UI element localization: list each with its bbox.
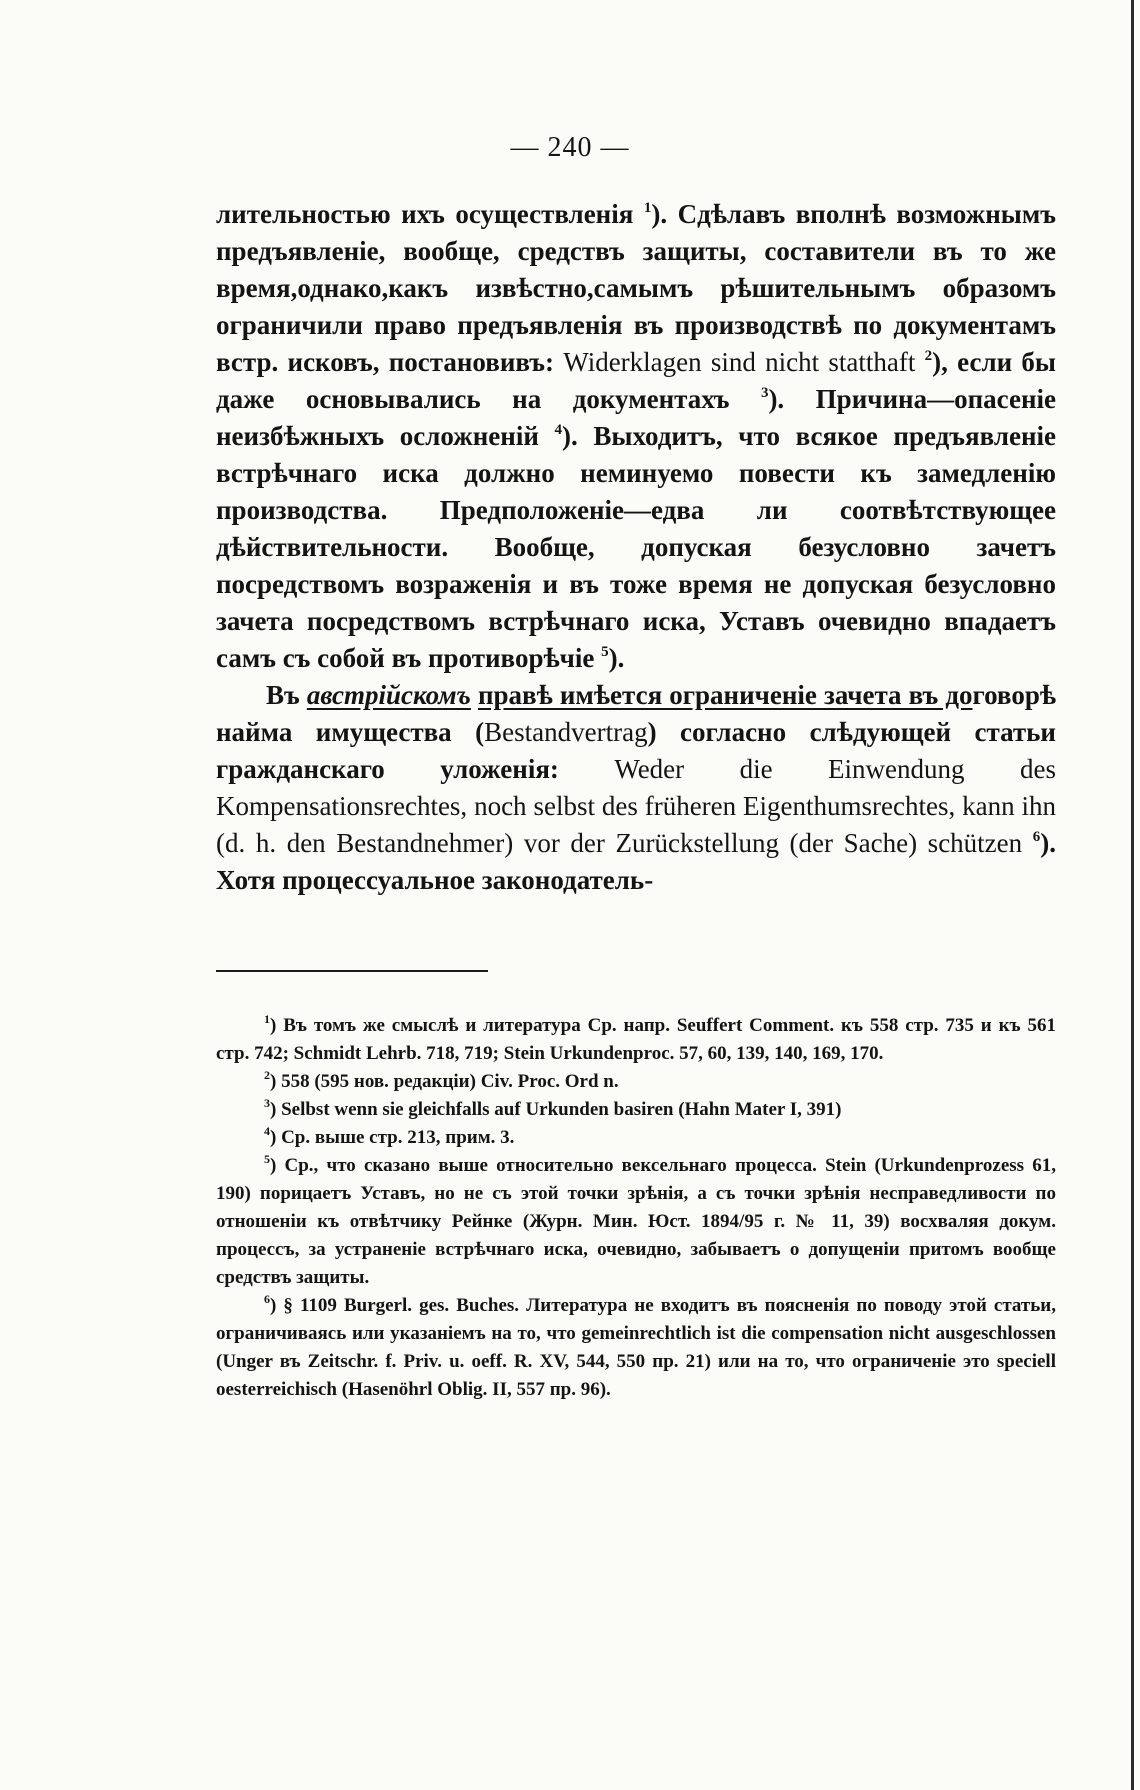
footnote-ref: 3 — [760, 385, 769, 401]
text-run: ) § 1109 Burgerl. ges. Buches. Литература не входитъ въ поясненія по поводу этой статьи, ограничиваясь или указаніемъ на то, что gemeinrechtlich ist die compensation nicht ausgeschlossen (Unger въ Zeitschr. f. Priv. u. oeff. R. XV, 544, 550 пр. 21) или на то, что ограниченіе это speciell oesterreichisch (Hasenöhrl Oblig. II, 557 пр. 96). — [216, 1295, 1056, 1400]
footnote-ref: 2 — [264, 1068, 270, 1082]
paragraph-1 — [216, 196, 1056, 677]
footnote-4 — [216, 1124, 1056, 1152]
text-run: ) Ср., что сказано выше относительно вексельнаго процесса. Stein (Urkundenprozess 61, 190) порицаетъ Уставъ, но не съ этой точки зрѣнія, а съ точки зрѣнія несправедливости по отношенiи къ отвѣтчику Рейнке (Журн. Мин. Юст. 1894/95 г. № 11, 39) восхваляя докум. процессъ, за устраненіе встрѣчнаго иска, очевидно, забываетъ о допущеніи притомъ вообще средствъ защиты. — [216, 1155, 1056, 1288]
text-run: ). Выходитъ, что всякое предъявленіе встрѣчнаго иска должно неминуемо повести къ замедленію производства. Предположеніе—едва ли соотвѣтствующее дѣйствительности. Вообще, допуская безусловно зачетъ посредствомъ возраженія и въ тоже время не допуская безусловно зачета посредствомъ встрѣчнаго иска, Уставъ очевидно впадаетъ самъ съ собой въ противорѣчіе — [216, 421, 1056, 673]
footnote-ref: 2 — [924, 348, 933, 364]
main-text — [216, 196, 1056, 899]
footnote-ref: 6 — [264, 1292, 270, 1306]
underlined-text: правѣ имѣется ограниченіе зачета въ до — [477, 680, 973, 710]
text-run: лительностью ихъ осуществленія — [216, 199, 644, 229]
footnote-ref: 4 — [554, 422, 563, 438]
text-run: ). Сдѣлавъ вполнѣ возможнымъ предъявленіе, вообще, средствъ защиты, составители въ то же время,однако,какъ извѣстно,самымъ рѣшительнымъ образомъ ограничили право предъявленія въ производствѣ по документамъ встр. исковъ, постановивъ: — [216, 199, 1056, 377]
text-run: ) Въ томъ же смыслѣ и литература Ср. напр. Seuffert Comment. къ 558 стр. 735 и къ 561 стр. 742; Schmidt Lehrb. 718, 719; Stein Urkundenproc. 57, 60, 139, 140, 169, 170. — [216, 1015, 1056, 1064]
footnote-ref: 1 — [643, 200, 652, 216]
footnote-ref: 6 — [1032, 829, 1041, 845]
paragraph-2 — [216, 677, 1056, 899]
footnote-ref: 4 — [264, 1124, 270, 1138]
text-run: ) 558 (595 нов. редакціи) Civ. Proc. Ord n. — [270, 1071, 619, 1092]
emphasized-text: австрійскомъ — [306, 680, 471, 710]
footnote-ref: 3 — [264, 1096, 270, 1110]
text-run: ) Selbst wenn sie gleichfalls auf Urkunden basiren (Hahn Mater I, 391) — [270, 1099, 842, 1120]
footnote-separator — [216, 970, 488, 972]
latin-text: Weder die Einwendung des Kompensationsrechtes, noch selbst des früheren Eigenthumsrechtes, kann ihn (d. h. den Bestandnehmer) vor der Zurückstellung (der Sache) schützen — [216, 754, 1056, 858]
footnote-5 — [216, 1152, 1056, 1292]
text-run — [471, 680, 478, 710]
footnote-3 — [216, 1096, 1056, 1124]
footnote-ref: 5 — [601, 644, 609, 660]
text-run: ) согласно слѣдующей статьи гражданскаго уложенія: — [216, 717, 1056, 784]
text-run: говорѣ найма имущества ( — [216, 680, 1057, 747]
page-number: — 240 — — [510, 132, 630, 163]
text-run: ). Причина—опасеніе неизбѣжныхъ осложненій — [216, 384, 1056, 451]
page-edge-line — [1131, 0, 1134, 1790]
footnotes — [216, 1012, 1056, 1404]
footnote-ref: 5 — [264, 1152, 270, 1166]
text-run: Въ — [266, 680, 307, 710]
latin-text: Bestandvertrag — [484, 717, 648, 747]
text-run: ). Хотя процессуальное законодатель- — [216, 828, 1056, 895]
text-run: ), если бы даже основывались на документахъ — [216, 347, 1056, 414]
footnote-2 — [216, 1068, 1056, 1096]
footnote-1 — [216, 1012, 1056, 1068]
latin-text: Widerklagen sind nicht statthaft — [563, 347, 925, 377]
text-run: ). — [608, 643, 625, 673]
footnote-6 — [216, 1292, 1056, 1404]
footnote-ref: 1 — [264, 1012, 270, 1026]
text-run: ) Ср. выше стр. 213, прим. 3. — [270, 1127, 515, 1148]
